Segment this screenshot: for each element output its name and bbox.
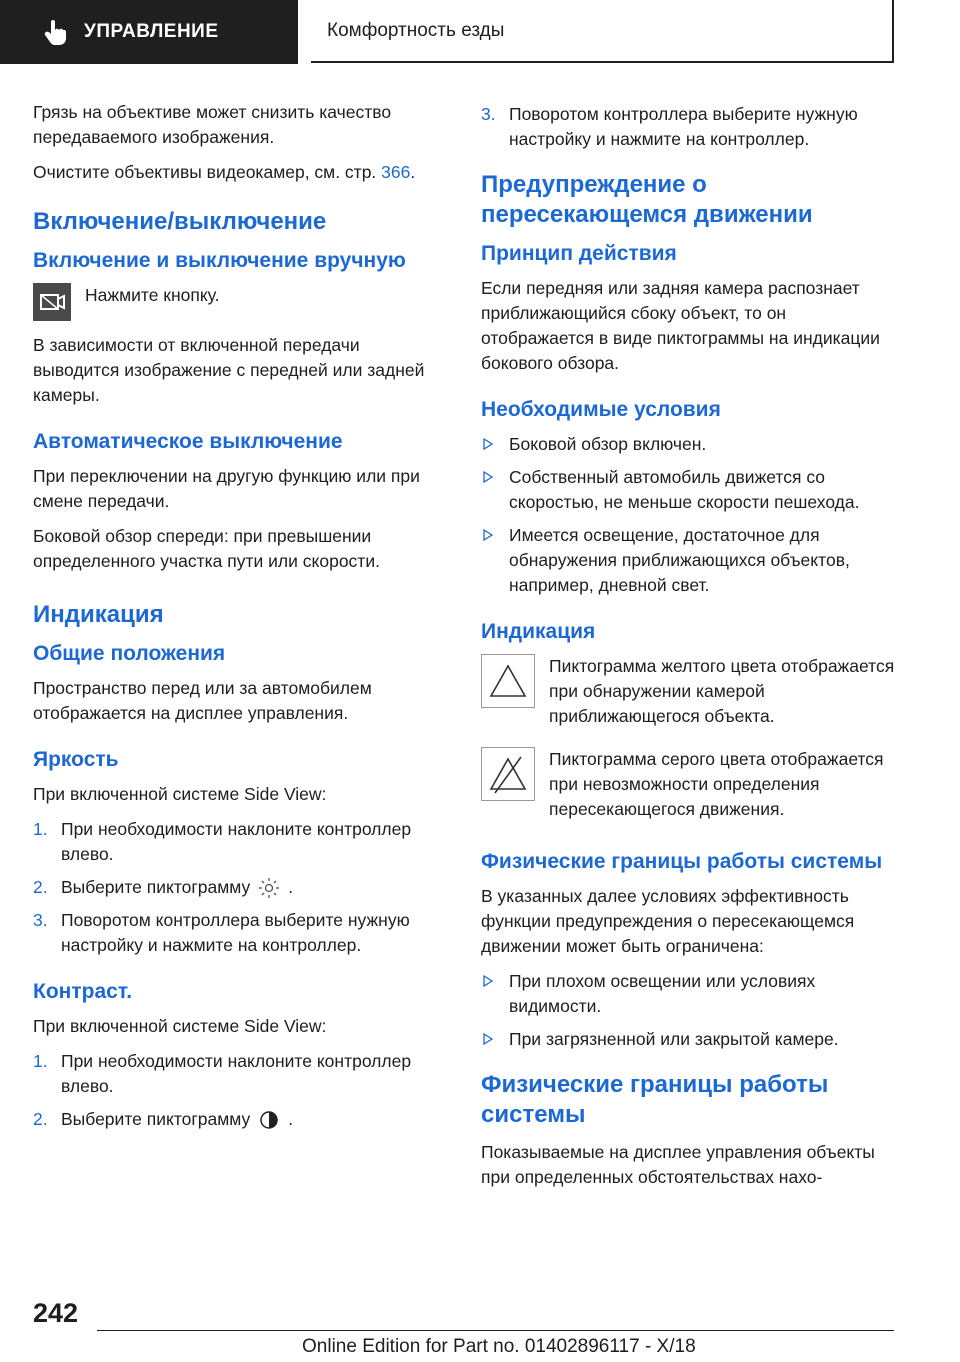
heading-auto-off: Автоматическое выключение [33,430,343,453]
list-item: 2. Выберите пиктограмму . [33,875,445,900]
paragraph-clean: Очистите объективы видеокамер, см. стр. 366. [33,162,416,182]
list-item: 3. Поворотом контроллера выберите нужную настройку и нажмите на контроллер. [481,104,858,149]
heading-principle: Принцип действия [481,242,677,265]
paragraph-general: Пространство перед или за автомобилем отображается на дисплее управления. [33,678,372,723]
page-header [0,0,960,66]
conditions-list [481,432,895,598]
list-item: Имеется освещение, достаточное для обнаружения приближающихся объектов, например, дневной свет. [481,523,895,598]
paragraph-principle: Если передняя или задняя камера распознает приближающийся сбоку объект, то он отображается в виде пиктограммы на индикации бокового обзора. [481,278,880,373]
list-item: При плохом освещении или условиях видимости. [481,969,895,1019]
press-button-row [33,283,445,321]
paragraph-auto-1: При переключении на другую функцию или при смене передачи. [33,466,420,511]
list-item: 3. Поворотом контроллера выберите нужную настройку и нажмите на контроллер. [33,910,410,955]
heading-manual: Включение и выключение вручную [33,249,406,272]
indication-yellow-text: Пиктограмма желтого цвета отображается при обнаружении камерой приближающегося объекта. [549,656,895,726]
heading-conditions: Необходимые условия [481,398,721,421]
section-title: УПРАВЛЕНИЕ [84,21,219,42]
paragraph-contrast: При включенной системе Side View: [33,1016,327,1036]
list-item: 2. Выберите пиктограмму . [33,1107,445,1132]
heading-brightness: Яркость [33,748,119,771]
left-column [33,100,445,1142]
page-link[interactable]: 366 [381,162,411,182]
section-tab [0,0,298,64]
list-item: При загрязненной или закрытой камере. [481,1027,895,1052]
triangle-bullet-icon [483,1033,493,1045]
limits-list [481,969,895,1052]
paragraph-depend: В зависимости от включенной передачи выводится изображение с передней или задней камеры. [33,335,425,405]
brightness-steps-continued [481,102,895,152]
indication-grey-row [481,747,895,822]
heading-limits-1: Физические границы работы системы [481,850,883,873]
footer-edition: Online Edition for Part no. 01402896117 - X/18 [302,1336,696,1357]
heading-contrast: Контраст. [33,980,133,1003]
hand-pointer-icon [40,17,70,47]
chapter-tab [311,0,894,63]
heading-cross-traffic: Предупреждение о пересекающемся движении [481,171,813,228]
heading-indication: Индикация [481,620,596,643]
heading-general: Общие положения [33,642,226,665]
paragraph-dirt: Грязь на объективе может снизить качество передаваемого изображения. [33,102,392,147]
warning-triangle-icon [481,654,535,708]
paragraph-limits-1: В указанных далее условиях эффективность функции предупреждения о пересекающемся движении может быть ограничена: [481,886,855,956]
heading-on-off: Включение/выключение [33,208,327,235]
triangle-bullet-icon [483,438,493,450]
list-item: 1. При необходимости наклоните контроллер влево. [33,1051,412,1096]
triangle-bullet-icon [483,471,493,483]
paragraph-auto-2: Боковой обзор спереди: при превышении определенного участка пути или скорости. [33,526,380,571]
heading-display: Индикация [33,601,164,628]
paragraph-limits-2: Показываемые на дисплее управления объекты при определенных обстоятельствах нахо- [481,1142,875,1187]
paragraph-brightness: При включенной системе Side View: [33,784,327,804]
indication-yellow-row [481,654,895,729]
right-column [481,100,895,1200]
contrast-icon [258,1109,280,1131]
triangle-bullet-icon [483,529,493,541]
brightness-steps [33,817,445,958]
camera-button-icon [33,283,71,321]
footer-divider [97,1330,894,1331]
heading-limits-2: Физические границы работы системы [481,1071,829,1128]
warning-triangle-crossed-icon [481,747,535,801]
chapter-title: Комфортность езды [327,19,505,41]
sun-brightness-icon [258,877,280,899]
press-button-text: Нажмите кнопку. [85,285,220,305]
page-number: 242 [33,1298,79,1328]
contrast-steps [33,1049,445,1132]
list-item: Боковой обзор включен. [481,432,895,457]
indication-grey-text: Пиктограмма серого цвета отображается при невозможности определения пересекающегося движения. [549,749,884,819]
triangle-bullet-icon [483,975,493,987]
list-item: 1. При необходимости наклоните контроллер влево. [33,819,412,864]
list-item: Собственный автомобиль движется со скоростью, не меньше скорости пешехода. [481,465,895,515]
